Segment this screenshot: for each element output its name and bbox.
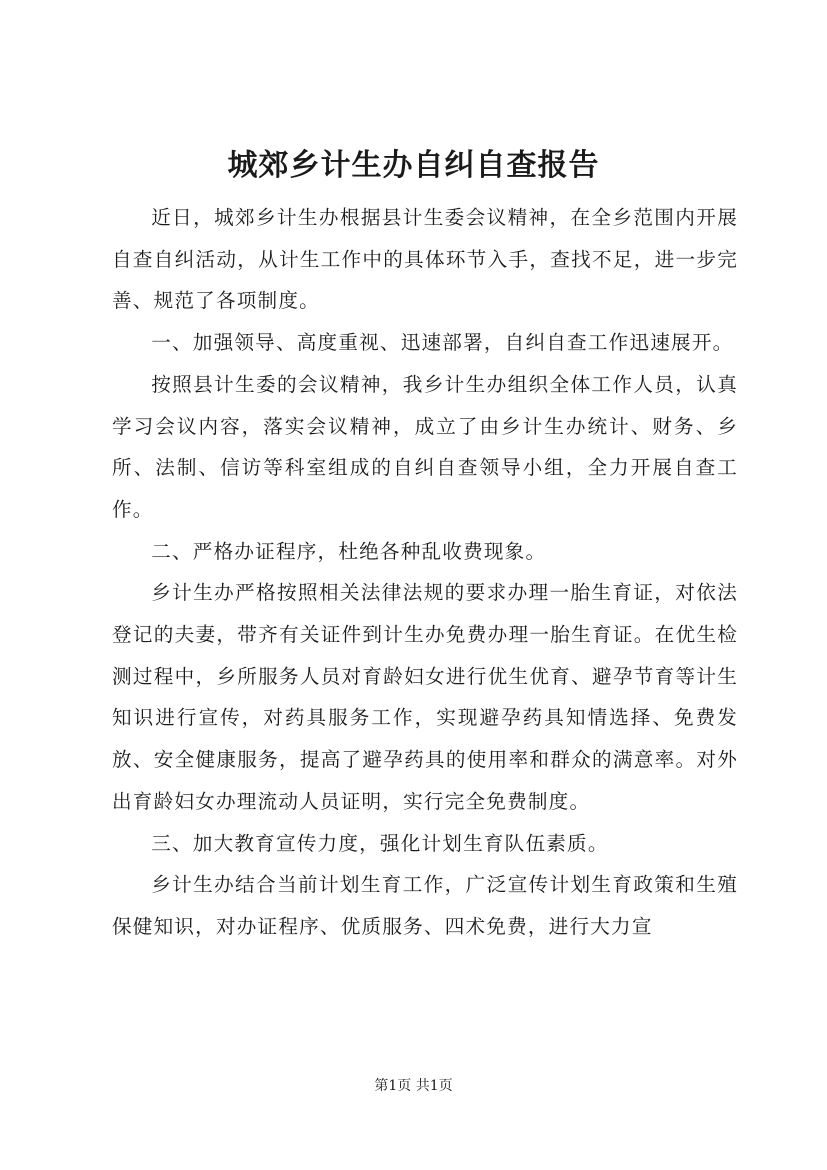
section-heading-1: 一、加强领导、高度重视、迅速部署，自纠自查工作迅速展开。: [151, 331, 734, 355]
section-heading-3: 三、加大教育宣传力度，强化计划生育队伍素质。: [151, 831, 609, 855]
paragraph-intro: 近日，城郊乡计生办根据县计生委会议精神，在全乡范围内开展自查自纠活动，从计生工作中的具体环节入手，查找不足，进一步完善、规范了各项制度。: [112, 206, 738, 313]
paragraph-section-2: 乡计生办严格按照相关法律法规的要求办理一胎生育证，对依法登记的夫妻，带齐有关证件到计生办免费办理一胎生育证。在优生检测过程中，乡所服务人员对育龄妇女进行优生优育、避孕节育等计生知识进行宣传，对药具服务工作，实现避孕药具知情选择、免费发放、安全健康服务，提高了避孕药具的使用率和群众的满意率。对外出育龄妇女办理流动人员证明，实行完全免费制度。: [112, 581, 738, 813]
page-number-footer: 第1页 共1页: [374, 1078, 453, 1094]
paragraph-section-3: 乡计生办结合当前计划生育工作，广泛宣传计划生育政策和生殖保健知识，对办证程序、优质服务、四术免费，进行大力宣: [112, 873, 738, 938]
paragraph-section-1: 按照县计生委的会议精神，我乡计生办组织全体工作人员，认真学习会议内容，落实会议精神，成立了由乡计生办统计、财务、乡所、法制、信访等科室组成的自纠自查领导小组，全力开展自查工作。: [112, 372, 738, 521]
document-title: 城郊乡计生办自纠自查报告: [227, 148, 600, 183]
section-heading-2: 二、严格办证程序，杜绝各种乱收费现象。: [151, 539, 547, 563]
document-body: [112, 197, 738, 948]
